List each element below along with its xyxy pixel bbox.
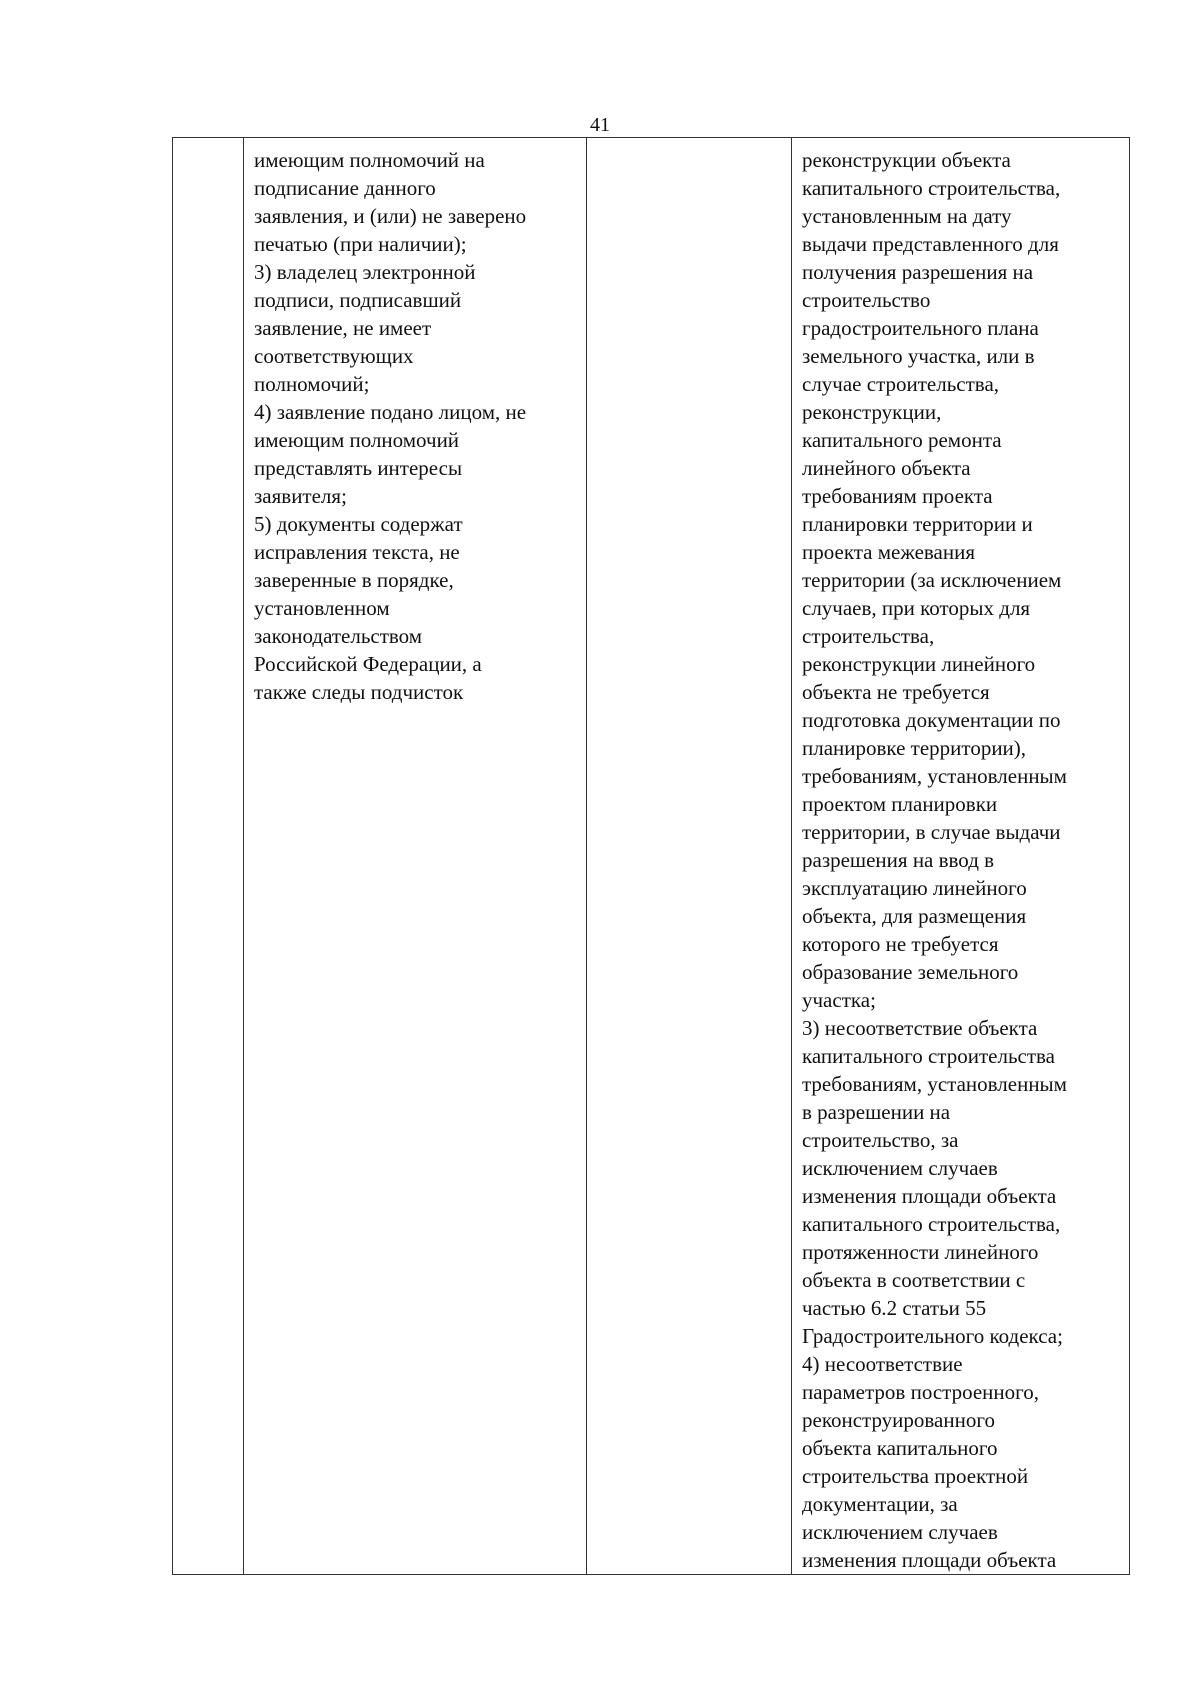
- text-line: параметров построенного,: [802, 1380, 1039, 1404]
- text-line: территории, в случае выдачи: [802, 820, 1061, 844]
- text-line: подписание данного: [254, 176, 436, 200]
- text-line: строительство, за: [802, 1128, 959, 1152]
- text-line: печатью (при наличии);: [254, 232, 467, 256]
- text-line: требованиям, установленным: [802, 764, 1067, 788]
- text-line: строительство: [802, 288, 931, 312]
- text-line: получения разрешения на: [802, 260, 1034, 284]
- text-line: проектом планировки: [802, 792, 998, 816]
- text-line: требованиям проекта: [802, 484, 993, 508]
- text-line: капитального строительства,: [802, 176, 1061, 200]
- document-table: [172, 137, 1130, 1575]
- text-line: подготовка документации по: [802, 708, 1061, 732]
- text-line: строительства,: [802, 624, 935, 648]
- text-line: заявителя;: [254, 484, 347, 508]
- text-line: соответствующих: [254, 344, 414, 368]
- table-cell-col3: [587, 138, 792, 1575]
- text-line: Российской Федерации, а: [254, 652, 482, 676]
- text-line: полномочий;: [254, 372, 370, 396]
- text-line: линейного объекта: [802, 456, 971, 480]
- page-number: 41: [590, 114, 610, 136]
- text-line: Градостроительного кодекса;: [802, 1324, 1063, 1348]
- text-line: заявление, не имеет: [254, 316, 432, 340]
- text-line: изменения площади объекта: [802, 1184, 1057, 1208]
- table-row: [173, 138, 1130, 1575]
- text-line: также следы подчисток: [254, 680, 464, 704]
- text-line: 3) владелец электронной: [254, 260, 476, 284]
- text-line: строительства проектной: [802, 1464, 1029, 1488]
- text-line: реконструкции объекта: [802, 148, 1011, 172]
- text-line: имеющим полномочий: [254, 428, 460, 452]
- text-line: исключением случаев: [802, 1520, 998, 1544]
- text-line: заверенные в порядке,: [254, 568, 454, 592]
- text-line: исключением случаев: [802, 1156, 998, 1180]
- text-line: в разрешении на: [802, 1100, 951, 1124]
- text-line: объекта не требуется: [802, 680, 990, 704]
- text-line: планировке территории),: [802, 736, 1027, 760]
- text-line: требованиям, установленным: [802, 1072, 1067, 1096]
- text-line: 4) заявление подано лицом, не: [254, 400, 527, 424]
- text-line: капитального строительства,: [802, 1212, 1061, 1236]
- text-line: заявления, и (или) не заверено: [254, 204, 527, 228]
- text-line: частью 6.2 статьи 55: [802, 1296, 987, 1320]
- text-line: представлять интересы: [254, 456, 463, 480]
- text-line: имеющим полномочий на: [254, 148, 485, 172]
- text-line: участка;: [802, 988, 876, 1012]
- text-line: эксплуатацию линейного: [802, 876, 1027, 900]
- text-line: разрешения на ввод в: [802, 848, 995, 872]
- text-line: проекта межевания: [802, 540, 976, 564]
- text-line: градостроительного плана: [802, 316, 1039, 340]
- table-cell-col2: [244, 138, 587, 1575]
- text-line: капитального ремонта: [802, 428, 1002, 452]
- text-line: 4) несоответствие: [802, 1352, 963, 1376]
- text-line: случае строительства,: [802, 372, 1000, 396]
- cell-text-col4: [802, 146, 1119, 1574]
- text-line: исправления текста, не: [254, 540, 460, 564]
- text-line: объекта капитального: [802, 1436, 998, 1460]
- text-line: реконструкции,: [802, 400, 942, 424]
- text-line: объекта в соответствии с: [802, 1268, 1026, 1292]
- text-line: подписи, подписавший: [254, 288, 462, 312]
- text-line: установленном: [254, 596, 390, 620]
- text-line: 3) несоответствие объекта: [802, 1016, 1038, 1040]
- text-line: 5) документы содержат: [254, 512, 463, 536]
- table-cell-col1: [173, 138, 244, 1575]
- text-line: земельного участка, или в: [802, 344, 1035, 368]
- text-line: объекта, для размещения: [802, 904, 1027, 928]
- text-line: изменения площади объекта: [802, 1548, 1057, 1572]
- text-line: территории (за исключением: [802, 568, 1062, 592]
- text-line: которого не требуется: [802, 932, 999, 956]
- text-line: капитального строительства: [802, 1044, 1055, 1068]
- text-line: реконструкции линейного: [802, 652, 1036, 676]
- text-line: реконструированного: [802, 1408, 995, 1432]
- text-line: законодательством: [254, 624, 423, 648]
- table-cell-col4: [792, 138, 1130, 1575]
- text-line: случаев, при которых для: [802, 596, 1031, 620]
- text-line: планировки территории и: [802, 512, 1033, 536]
- text-line: протяженности линейного: [802, 1240, 1039, 1264]
- text-line: установленным на дату: [802, 204, 1012, 228]
- text-line: образование земельного: [802, 960, 1019, 984]
- text-line: выдачи представленного для: [802, 232, 1059, 256]
- text-line: документации, за: [802, 1492, 958, 1516]
- cell-text-col2: [254, 146, 576, 706]
